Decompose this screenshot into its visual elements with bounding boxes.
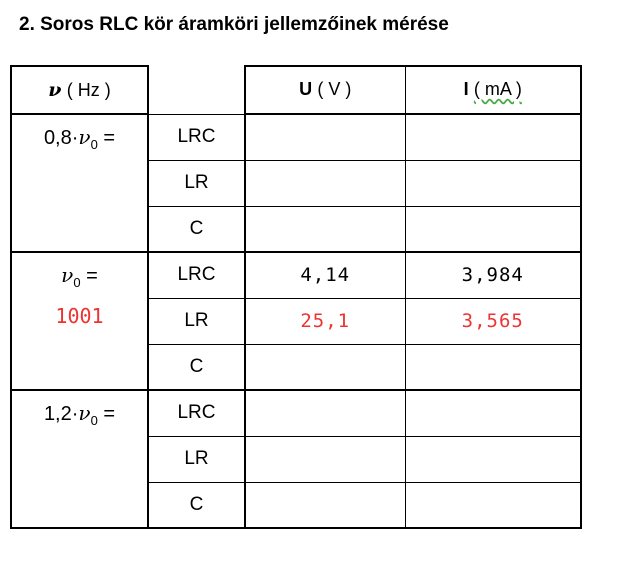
frequency-cell bbox=[11, 114, 148, 252]
current-cell[interactable] bbox=[405, 160, 581, 206]
equals-sign: = bbox=[80, 265, 98, 287]
nu-symbol: ν bbox=[61, 263, 74, 287]
current-cell[interactable] bbox=[405, 114, 581, 160]
current-cell[interactable]: 3,565 bbox=[405, 298, 581, 344]
nu-subscript: 0 bbox=[90, 413, 98, 428]
circuit-cell: LR bbox=[148, 160, 245, 206]
voltage-cell[interactable] bbox=[245, 344, 405, 390]
nu-symbol: ν bbox=[78, 401, 91, 425]
voltage-cell[interactable]: 4,14 bbox=[245, 252, 405, 298]
nu-subscript: 0 bbox=[73, 275, 81, 290]
current-unit: ( mA ) bbox=[473, 79, 522, 99]
measurement-table bbox=[10, 65, 582, 529]
current-cell[interactable] bbox=[405, 344, 581, 390]
voltage-cell[interactable] bbox=[245, 114, 405, 160]
voltage-cell[interactable] bbox=[245, 482, 405, 528]
header-current-cell bbox=[405, 66, 581, 114]
voltage-cell[interactable] bbox=[245, 390, 405, 436]
header-gap-cell bbox=[148, 66, 245, 114]
circuit-cell: C bbox=[148, 482, 245, 528]
nu-subscript: 0 bbox=[90, 137, 98, 152]
frequency-prefix: 0,8· bbox=[43, 127, 79, 149]
table-row bbox=[11, 252, 581, 298]
frequency-cell bbox=[11, 390, 148, 528]
current-label: I bbox=[463, 79, 469, 99]
frequency-label bbox=[12, 125, 147, 152]
current-cell[interactable] bbox=[405, 436, 581, 482]
header-voltage-cell bbox=[245, 66, 405, 114]
equals-sign: = bbox=[97, 403, 116, 425]
table-row bbox=[11, 390, 581, 436]
current-cell[interactable]: 3,984 bbox=[405, 252, 581, 298]
page-title: 2. Soros RLC kör áramköri jellemzőinek mérése bbox=[19, 14, 449, 35]
header-row bbox=[11, 66, 581, 114]
nu-symbol: ν bbox=[48, 78, 62, 101]
equals-sign: = bbox=[97, 127, 116, 149]
current-cell[interactable] bbox=[405, 482, 581, 528]
voltage-cell[interactable]: 25,1 bbox=[245, 298, 405, 344]
circuit-cell: LRC bbox=[148, 114, 245, 160]
frequency-unit: ( Hz ) bbox=[66, 79, 111, 100]
current-cell[interactable] bbox=[405, 206, 581, 252]
voltage-cell[interactable] bbox=[245, 436, 405, 482]
circuit-cell: LR bbox=[148, 436, 245, 482]
circuit-cell: LRC bbox=[148, 390, 245, 436]
voltage-cell[interactable] bbox=[245, 206, 405, 252]
current-cell[interactable] bbox=[405, 390, 581, 436]
circuit-cell: C bbox=[148, 344, 245, 390]
voltage-unit: ( V ) bbox=[317, 79, 352, 99]
nu-symbol: ν bbox=[78, 125, 91, 149]
circuit-cell: LRC bbox=[148, 252, 245, 298]
frequency-label bbox=[12, 263, 147, 290]
circuit-cell: LR bbox=[148, 298, 245, 344]
frequency-cell bbox=[11, 252, 148, 390]
header-frequency-cell bbox=[11, 66, 148, 114]
frequency-label bbox=[12, 401, 147, 428]
voltage-cell[interactable] bbox=[245, 160, 405, 206]
table-row bbox=[11, 114, 581, 160]
frequency-prefix: 1,2· bbox=[43, 403, 79, 425]
circuit-cell: C bbox=[148, 206, 245, 252]
voltage-label: U bbox=[299, 79, 313, 99]
frequency-value[interactable]: 1001 bbox=[55, 304, 104, 328]
